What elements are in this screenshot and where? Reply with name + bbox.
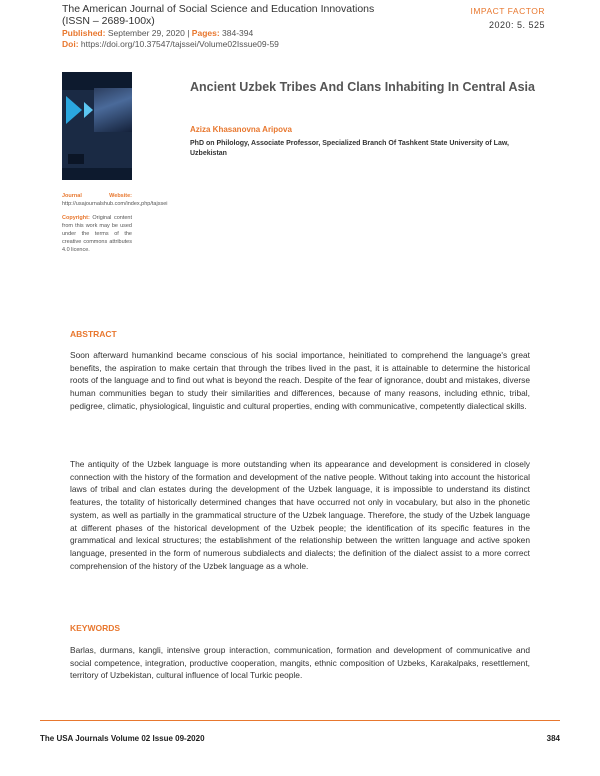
cover-chevron-small-icon <box>84 102 93 118</box>
impact-factor-label: IMPACT FACTOR <box>470 6 545 16</box>
doi-row <box>62 39 482 50</box>
impact-factor <box>470 6 545 30</box>
sidebar-info <box>62 192 168 260</box>
publication-info: Published: September 29, 2020 | Pages: 384-394 <box>62 28 254 38</box>
pages-range: 384-394 <box>222 28 254 38</box>
published-label: Published: <box>62 28 106 38</box>
journal-website <box>62 192 168 208</box>
journal-header <box>62 3 482 50</box>
author-affiliation: PhD on Philology, Associate Professor, Specialized Branch Of Tashkent State University of Law, Uzbekistan <box>190 140 509 157</box>
website-label: Journal Website: <box>62 193 132 199</box>
cover-badge <box>68 154 84 164</box>
keywords-heading: KEYWORDS <box>70 623 121 633</box>
cover-footer-band <box>62 168 132 180</box>
website-link[interactable]: http://usajournalshub.com/index,php/tajssei <box>62 201 168 207</box>
article-title: Ancient Uzbek Tribes And Clans Inhabiting In Central Asia <box>190 80 535 94</box>
pages-label: Pages: <box>191 28 220 38</box>
published-date: September 29, 2020 <box>107 28 185 38</box>
journal-title: The American Journal of Social Science and Education Innovations <box>62 3 375 15</box>
footer-divider <box>40 720 560 721</box>
cover-artwork <box>94 88 132 132</box>
journal-cover-image <box>62 72 132 180</box>
footer-journal-issue: The USA Journals Volume 02 Issue 09-2020 <box>40 734 205 743</box>
impact-factor-value: 2020: 5. 525 <box>488 20 545 30</box>
abstract-paragraph-1: Soon afterward humankind became conscious of his social importance, heinitiated to comprehend the language's great benefits, the aspiration to make certain that through the tribes lived in the past, it is attainable to determine the historical roots of the language and to find out what is beyond the reach. Despite of the fear of ignorance, doubt and mistakes, diverse human communities began to study their similarities and differences, because of many reasons, including ethnic, tribal, pedigree, climatic, physiological, linguistic and cultural properties, ending with communicative, competently dialectical skills. <box>70 350 530 411</box>
abstract-heading: ABSTRACT <box>70 329 117 339</box>
copyright-label: Copyright: <box>62 215 90 221</box>
doi-link[interactable]: https://doi.org/10.37547/tajssei/Volume02Issue09-59 <box>80 39 279 49</box>
journal-issn: (ISSN – 2689-100x) <box>62 15 155 27</box>
author-name: Aziza Khasanovna Aripova <box>190 125 292 134</box>
copyright-notice <box>62 214 132 254</box>
copyright-text: Original content from this work may be used under the terms of the creative commons attributes 4.0 licence. <box>62 215 132 253</box>
keywords-text: Barlas, durmans, kangli, intensive group interaction, communication, formation and development of communicative and social competence, integration, productive cooperation, mangits, ethnic composition of Uzbeks, Karakalpaks, resettlement, territory of Uzbekistan, cultural influence of local Turkic people. <box>70 645 530 681</box>
doi-label: Doi: <box>62 39 79 49</box>
abstract-paragraph-2: The antiquity of the Uzbek language is more outstanding when its appearance and development is considered in closely connection with the history of the formation and development of the native people. Without taking into account the historical laws of tribal and clan estates during the development of the Uzbek language, it is impossible to understand its distinct features, the totality of historically determined changes that have occurred not only in vocabulary, but also in the phonetic system, as well as partially in the grammatical structure of the Uzbek language. Therefore, the study of the Uzbek language at different phases of the historical development of the Uzbek people; the identification of its specific features in the grammatical and lexical structures; the establishment of the relationship between the written language and active spoken language, presented in the form of numerous subdialects and dialects; the definition of the dialect assist to a more correct comprehension of the history of the Uzbek language as a whole. <box>70 459 530 571</box>
page-number: 384 <box>546 734 560 743</box>
cover-chevron-icon <box>66 96 82 124</box>
